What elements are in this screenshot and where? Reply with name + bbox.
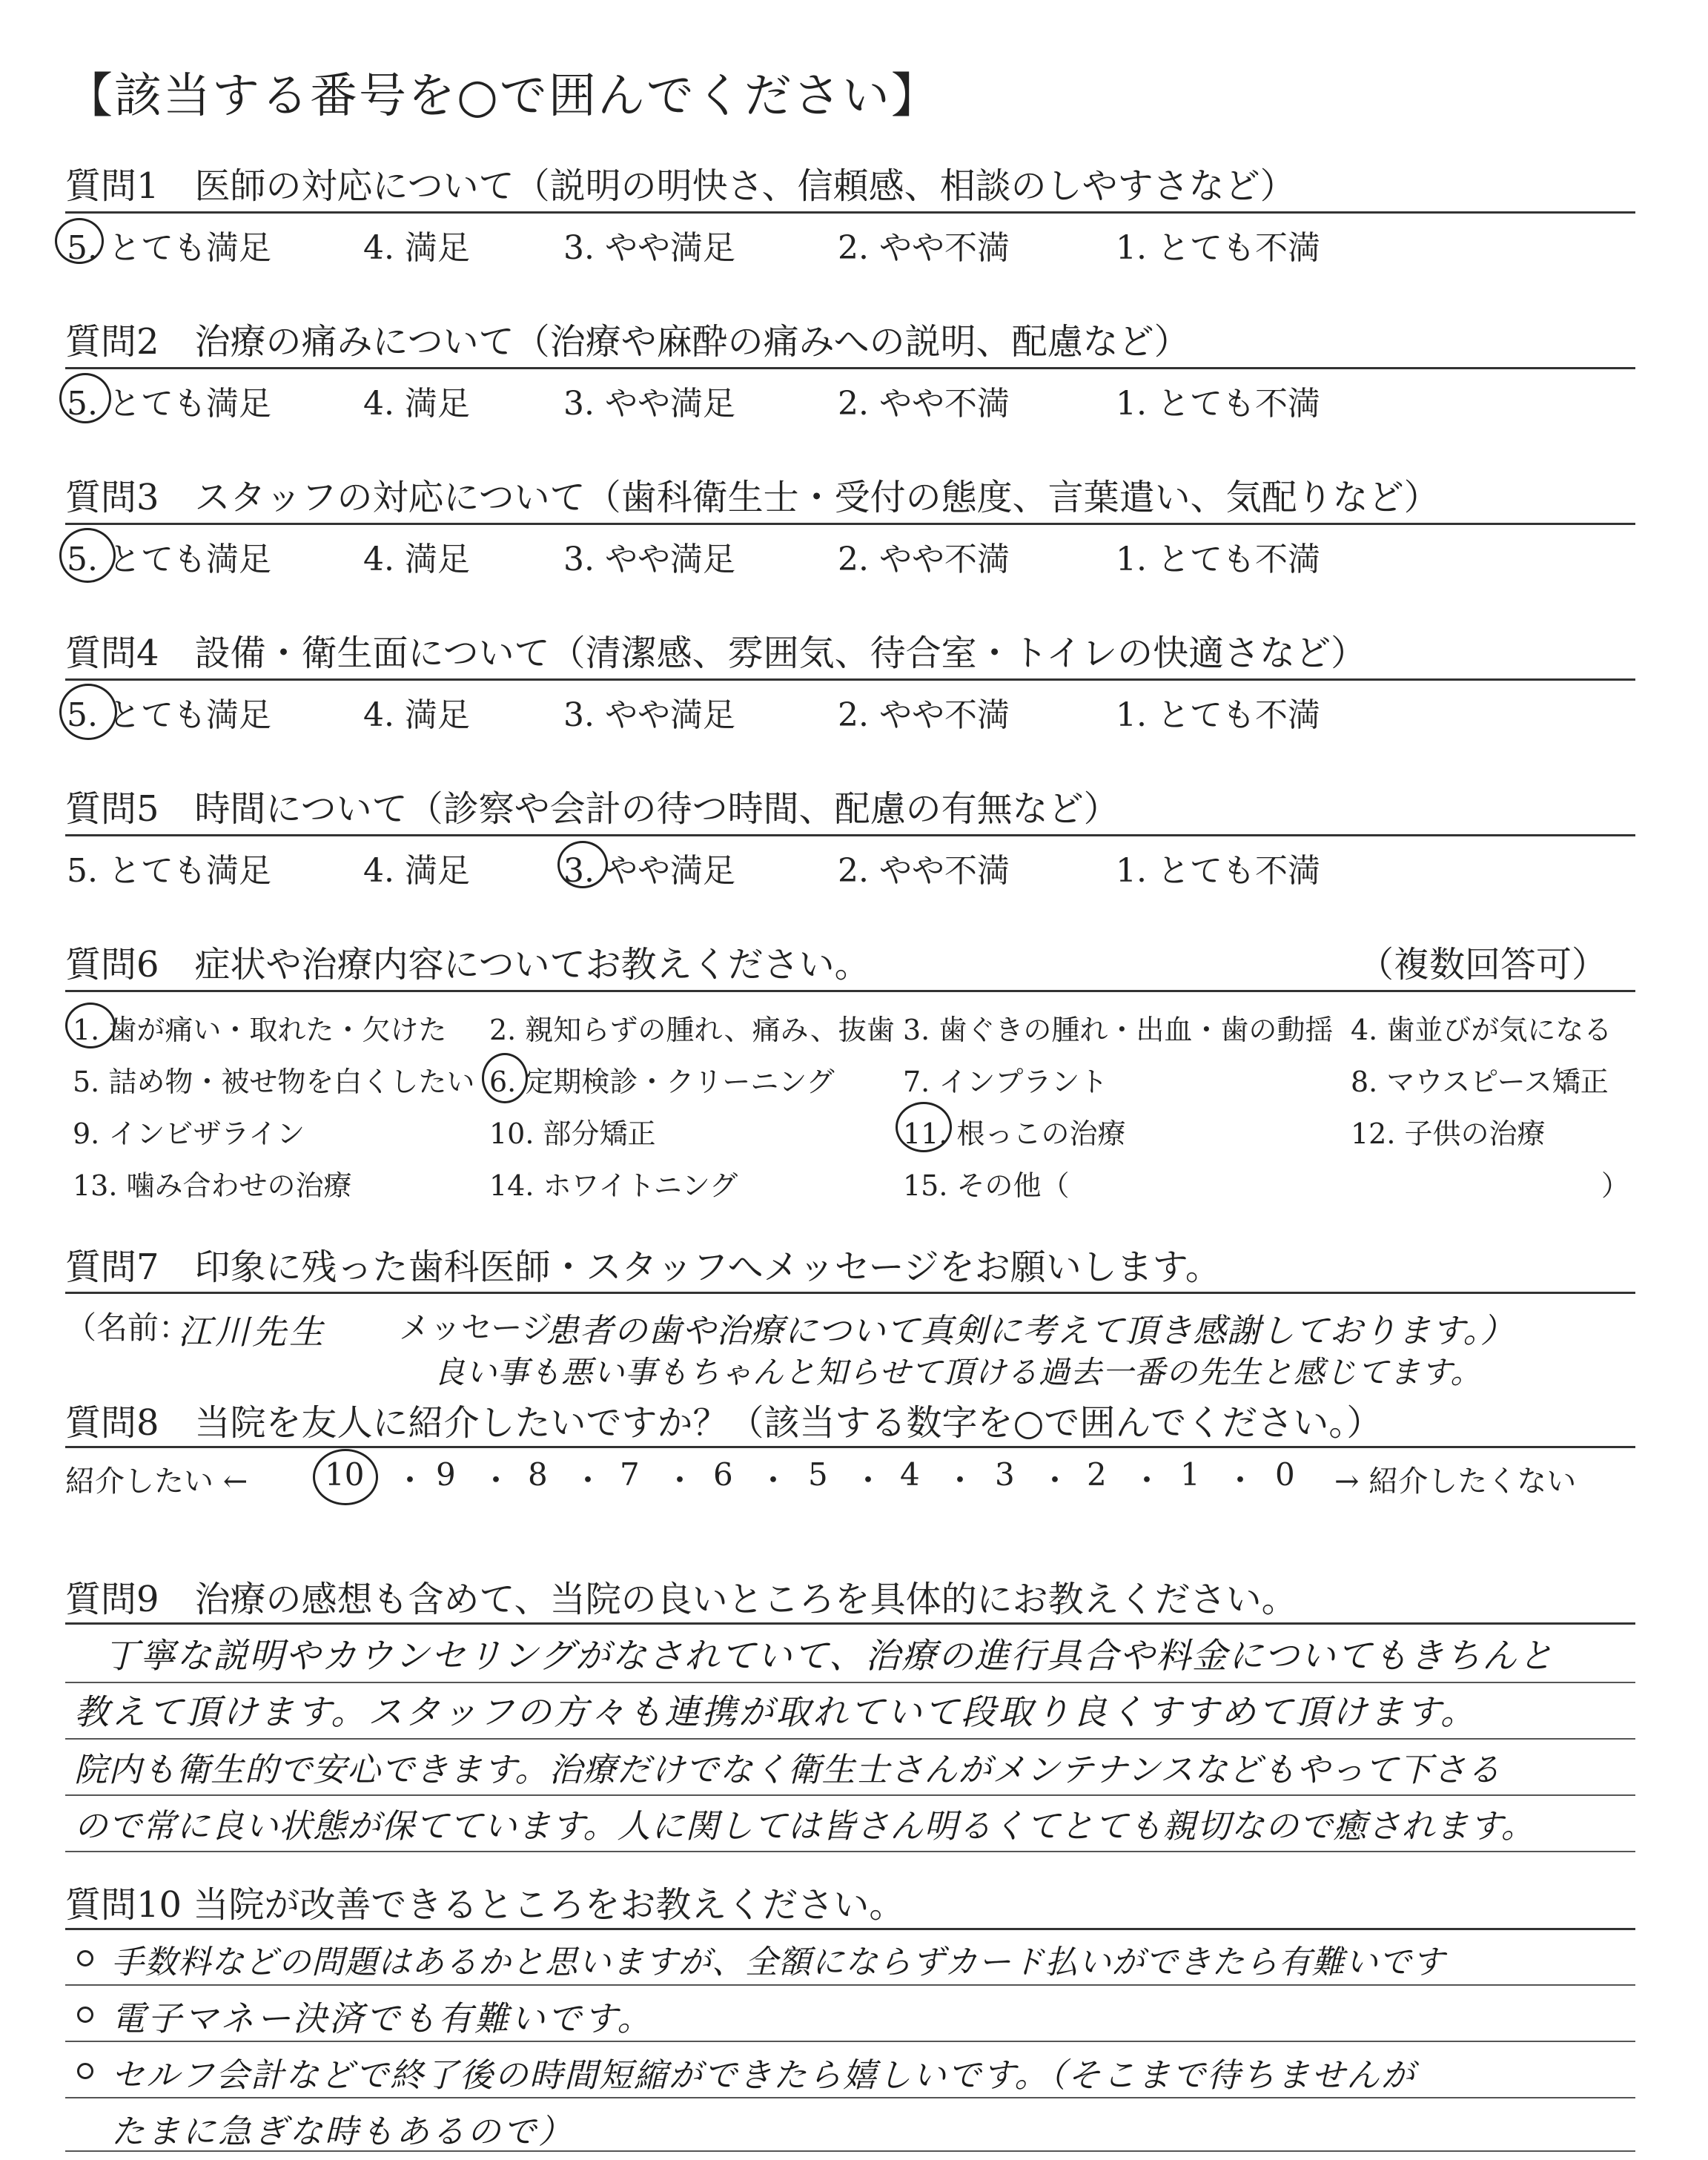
q2-option-2[interactable]: 2. やや不満: [838, 385, 1010, 423]
q6-option-10[interactable]: 10. 部分矯正: [489, 1117, 656, 1150]
q5-option-1[interactable]: 1. とても不満: [1116, 852, 1320, 890]
q8-scale-7[interactable]: 7: [620, 1456, 640, 1493]
q2-option-5[interactable]: 5. とても満足: [67, 385, 271, 423]
q8-scale-2[interactable]: 2: [1087, 1456, 1107, 1493]
q8-scale-5[interactable]: 5: [808, 1456, 828, 1493]
q8-scale-dot-5: ・: [758, 1462, 790, 1499]
q9-answer-line-4[interactable]: ので常に良い状態が保てています。人に関しては皆さん明るくてとても親切なので癒されます。: [74, 1806, 1535, 1846]
q5-rule: [65, 834, 1635, 836]
q4-option-2[interactable]: 2. やや不満: [838, 696, 1010, 734]
q1-option-1[interactable]: 1. とても不満: [1116, 229, 1320, 267]
q8-scale-dot-8: ・: [1039, 1462, 1071, 1499]
q8-scale-6[interactable]: 6: [713, 1456, 733, 1493]
q6-option-2[interactable]: 2. 親知らずの腫れ、痛み、抜歯: [489, 1014, 895, 1046]
q6-multi-answer-note: （複数回答可）: [1358, 944, 1608, 985]
q6-option-5[interactable]: 5. 詰め物・被せ物を白くしたい: [73, 1066, 475, 1098]
q1-option-2[interactable]: 2. やや不満: [838, 229, 1010, 267]
q9-answer-rule-3: [65, 1794, 1635, 1796]
q5-option-5[interactable]: 5. とても満足: [67, 852, 271, 890]
q8-right-label: → 紹介したくない: [1334, 1464, 1577, 1499]
q6-option-11[interactable]: 11. 根っこの治療: [903, 1117, 1126, 1150]
q7-message-line-1[interactable]: 患者の歯や治療について真剣に考えて頂き感謝しております。）: [546, 1311, 1515, 1350]
q10-answer-rule-3: [65, 2097, 1635, 2098]
q9-answer-line-1[interactable]: 丁寧な説明やカウンセリングがなされていて、治療の進行具合や料金についてもきちんと: [104, 1636, 1555, 1677]
q8-rule: [65, 1446, 1635, 1448]
q9-answer-rule-4: [65, 1851, 1635, 1852]
q2-title: 質問2 治療の痛みについて（治療や麻酔の痛みへの説明、配慮など）: [65, 321, 1190, 363]
q8-scale-dot-4: ・: [664, 1462, 696, 1499]
q1-option-4[interactable]: 4. 満足: [363, 229, 470, 267]
q3-option-1[interactable]: 1. とても不満: [1116, 541, 1320, 578]
q6-option-12[interactable]: 12. 子供の治療: [1351, 1117, 1546, 1150]
q2-rule: [65, 367, 1635, 369]
q9-answer-rule-1: [65, 1682, 1635, 1683]
page-header: 【該当する番号を○で囲んでください】: [65, 69, 940, 124]
q8-scale-dot-3: ・: [572, 1462, 604, 1499]
q6-option-6[interactable]: 6. 定期検診・クリーニング: [489, 1066, 835, 1098]
q8-scale-3[interactable]: 3: [995, 1456, 1015, 1493]
q10-answer-line-3[interactable]: セルフ会計などで終了後の時間短縮ができたら嬉しいです。（そこまで待ちませんが: [111, 2055, 1416, 2095]
q7-message-line-2[interactable]: 良い事も悪い事もちゃんと知らせて頂ける過去一番の先生と感じてます。: [434, 1354, 1483, 1390]
q2-option-3[interactable]: 3. やや満足: [563, 385, 735, 423]
q9-answer-line-2[interactable]: 教えて頂けます。スタッフの方々も連携が取れていて段取り良くすすめて頂けます。: [74, 1692, 1477, 1733]
q5-option-3[interactable]: 3. やや満足: [563, 852, 735, 890]
q4-option-1[interactable]: 1. とても不満: [1116, 696, 1320, 734]
q3-option-3[interactable]: 3. やや満足: [563, 541, 735, 578]
q8-scale-8[interactable]: 8: [528, 1456, 548, 1493]
q9-rule: [65, 1622, 1635, 1625]
q10-answer-line-2[interactable]: 電子マネー決済でも有難いです。: [111, 1998, 654, 2038]
q8-left-label: 紹介したい ←: [65, 1464, 248, 1499]
q6-option-1[interactable]: 1. 歯が痛い・取れた・欠けた: [73, 1014, 447, 1046]
q10-bullet-2: [77, 2007, 93, 2023]
q8-scale-dot-6: ・: [853, 1462, 884, 1499]
q9-answer-rule-2: [65, 1738, 1635, 1740]
q2-option-4[interactable]: 4. 満足: [363, 385, 470, 423]
q6-option-13[interactable]: 13. 噛み合わせの治療: [73, 1169, 352, 1202]
q8-title: 質問8 当院を友人に紹介したいですか？（該当する数字を○で囲んでください。）: [65, 1402, 1383, 1444]
q8-scale-dot-1: ・: [394, 1462, 426, 1499]
q1-rule: [65, 211, 1635, 214]
q9-answer-line-3[interactable]: 院内も衛生的で安心できます。治療だけでなく衛生士さんがメンテナンスなどもやって下さる: [74, 1750, 1501, 1789]
q10-answer-line-1[interactable]: 手数料などの問題はあるかと思いますが、全額にならずカード払いができたら有難いです: [111, 1943, 1446, 1981]
q6-option-3[interactable]: 3. 歯ぐきの腫れ・出血・歯の動揺: [903, 1014, 1334, 1046]
q6-rule: [65, 990, 1635, 992]
q6-other-close-paren: ）: [1601, 1169, 1630, 1202]
q4-option-5[interactable]: 5. とても満足: [67, 696, 271, 734]
q5-option-2[interactable]: 2. やや不満: [838, 852, 1010, 890]
q7-name-value[interactable]: 江川先生: [178, 1312, 326, 1352]
q10-answer-rule-1: [65, 1984, 1635, 1986]
q6-option-8[interactable]: 8. マウスピース矯正: [1351, 1066, 1609, 1098]
q10-bullet-3: [77, 2063, 93, 2079]
q3-option-4[interactable]: 4. 満足: [363, 541, 470, 578]
q10-answer-line-4[interactable]: たまに急ぎな時もあるので）: [111, 2112, 575, 2151]
q5-title: 質問5 時間について（診察や会計の待つ時間、配慮の有無など）: [65, 788, 1119, 830]
q8-scale-10[interactable]: 10: [325, 1456, 365, 1493]
q8-scale-dot-10: ・: [1225, 1462, 1257, 1499]
q3-option-5[interactable]: 5. とても満足: [67, 541, 271, 578]
q10-title: 質問10 当院が改善できるところをお教えください。: [65, 1884, 905, 1926]
q6-option-4[interactable]: 4. 歯並びが気になる: [1351, 1014, 1612, 1046]
q6-option-14[interactable]: 14. ホワイトニング: [489, 1169, 738, 1202]
q8-scale-4[interactable]: 4: [900, 1456, 920, 1493]
q10-rule: [65, 1928, 1635, 1930]
q8-scale-dot-2: ・: [480, 1462, 512, 1499]
q1-option-5[interactable]: 5. とても満足: [67, 229, 271, 267]
q6-option-15[interactable]: 15. その他（: [903, 1169, 1070, 1202]
q4-option-4[interactable]: 4. 満足: [363, 696, 470, 734]
q8-scale-9[interactable]: 9: [436, 1456, 456, 1493]
q7-name-label: （名前：: [65, 1309, 191, 1346]
q7-title: 質問7 印象に残った歯科医師・スタッフへメッセージをお願いします。: [65, 1246, 1221, 1288]
q1-option-3[interactable]: 3. やや満足: [563, 229, 735, 267]
q6-option-7[interactable]: 7. インプラント: [903, 1066, 1108, 1098]
q6-option-9[interactable]: 9. インビザライン: [73, 1117, 305, 1150]
q4-rule: [65, 678, 1635, 681]
q5-option-4[interactable]: 4. 満足: [363, 852, 470, 890]
q3-rule: [65, 523, 1635, 525]
q8-scale-dot-7: ・: [944, 1462, 976, 1499]
q10-answer-rule-2: [65, 2041, 1635, 2042]
q10-bullet-1: [77, 1950, 93, 1966]
q6-title: 質問6 症状や治療内容についてお教えください。: [65, 944, 870, 985]
q2-option-1[interactable]: 1. とても不満: [1116, 385, 1320, 423]
q3-option-2[interactable]: 2. やや不満: [838, 541, 1010, 578]
q7-message-label: メッセージ：: [399, 1309, 584, 1346]
q8-scale-dot-9: ・: [1131, 1462, 1163, 1499]
q8-scale-0[interactable]: 0: [1275, 1456, 1295, 1493]
q4-option-3[interactable]: 3. やや満足: [563, 696, 735, 734]
q3-title: 質問3 スタッフの対応について（歯科衛生士・受付の態度、言葉遣い、気配りなど）: [65, 477, 1440, 518]
q8-scale-1[interactable]: 1: [1180, 1456, 1200, 1493]
q9-title: 質問9 治療の感想も含めて、当院の良いところを具体的にお教えください。: [65, 1579, 1297, 1620]
q4-title: 質問4 設備・衛生面について（清潔感、雰囲気、待合室・トイレの快適さなど）: [65, 633, 1367, 674]
q7-rule: [65, 1292, 1635, 1294]
q1-title: 質問1 医師の対応について（説明の明快さ、信頼感、相談のしやすさなど）: [65, 165, 1296, 207]
